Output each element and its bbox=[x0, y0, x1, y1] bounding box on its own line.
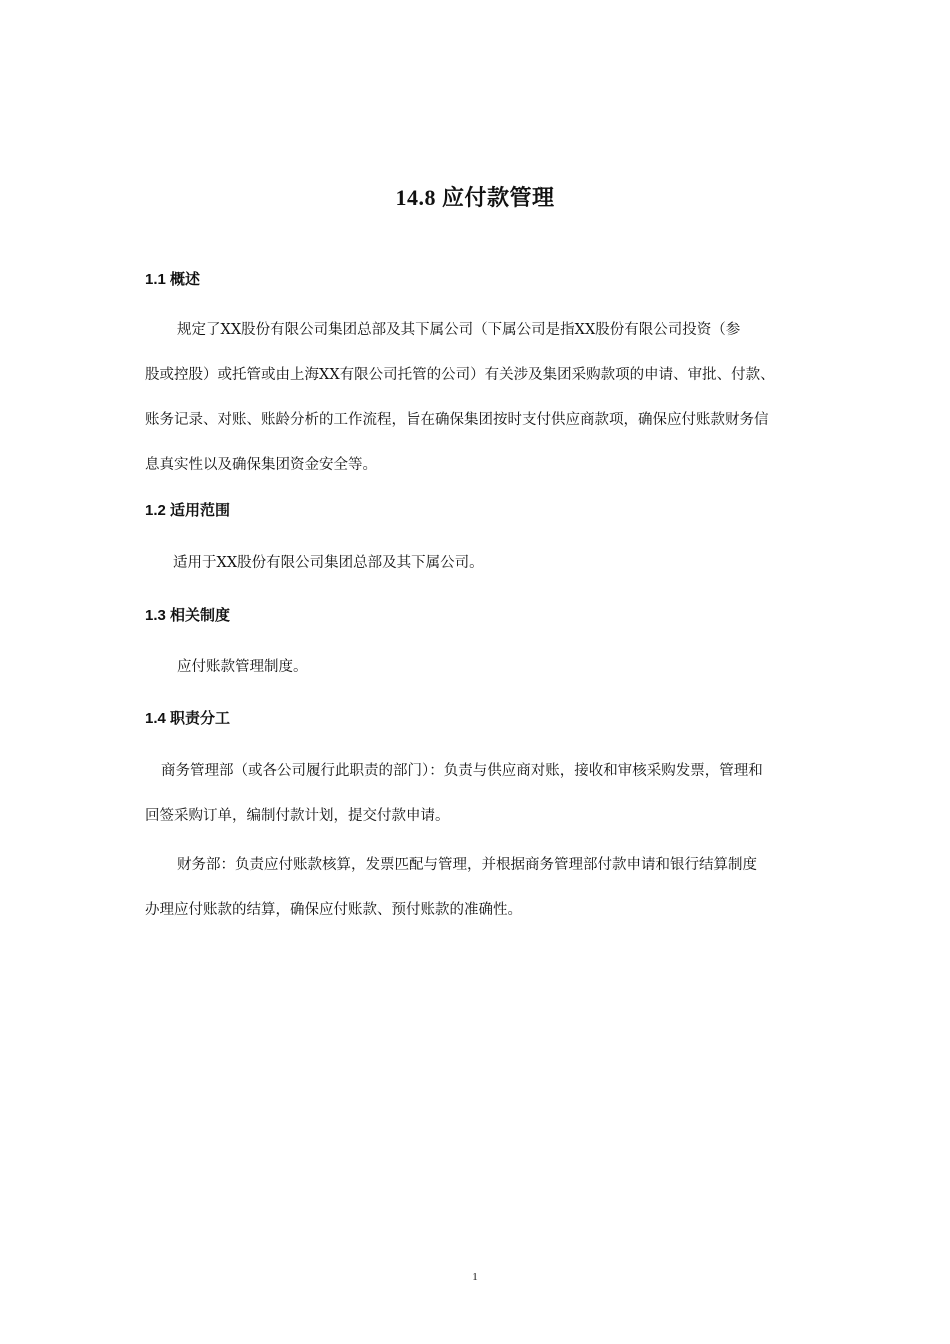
paragraph-line: 财务部：负责应付账款核算，发票匹配与管理，并根据商务管理部付款申请和银行结算制度 bbox=[177, 857, 757, 873]
paragraph-line: 息真实性以及确保集团资金安全等。 bbox=[145, 457, 377, 473]
scope-paragraph bbox=[145, 541, 825, 586]
section-heading-overview: 1.1 概述 bbox=[145, 271, 201, 288]
document-title: 14.8 应付款管理 bbox=[395, 185, 555, 210]
paragraph-line: 规定了XX股份有限公司集团总部及其下属公司（下属公司是指XX股份有限公司投资（参 bbox=[177, 322, 741, 338]
paragraph-line: 账务记录、对账、账龄分析的工作流程，旨在确保集团按时支付供应商款项，确保应付账款财务信 bbox=[145, 412, 769, 428]
overview-paragraph bbox=[145, 308, 825, 488]
paragraph-line: 适用于XX股份有限公司集团总部及其下属公司。 bbox=[173, 555, 484, 571]
related-policy-paragraph bbox=[145, 645, 825, 690]
paragraph-line: 办理应付账款的结算，确保应付账款、预付账款的准确性。 bbox=[145, 902, 522, 918]
responsibilities-paragraph-commerce bbox=[145, 749, 825, 839]
section-heading-responsibilities: 1.4 职责分工 bbox=[145, 710, 231, 727]
page-number: 1 bbox=[472, 1271, 478, 1283]
responsibilities-paragraph-finance bbox=[145, 843, 825, 933]
paragraph-line: 应付账款管理制度。 bbox=[177, 659, 308, 675]
paragraph-line: 回签采购订单，编制付款计划，提交付款申请。 bbox=[145, 808, 450, 824]
paragraph-line: 商务管理部（或各公司履行此职责的部门）：负责与供应商对账，接收和审核采购发票，管理和 bbox=[161, 763, 763, 779]
section-heading-scope: 1.2 适用范围 bbox=[145, 502, 231, 519]
paragraph-line: 股或控股）或托管或由上海XX有限公司托管的公司）有关涉及集团采购款项的申请、审批、付款、 bbox=[145, 367, 775, 383]
section-heading-related-policy: 1.3 相关制度 bbox=[145, 607, 231, 624]
